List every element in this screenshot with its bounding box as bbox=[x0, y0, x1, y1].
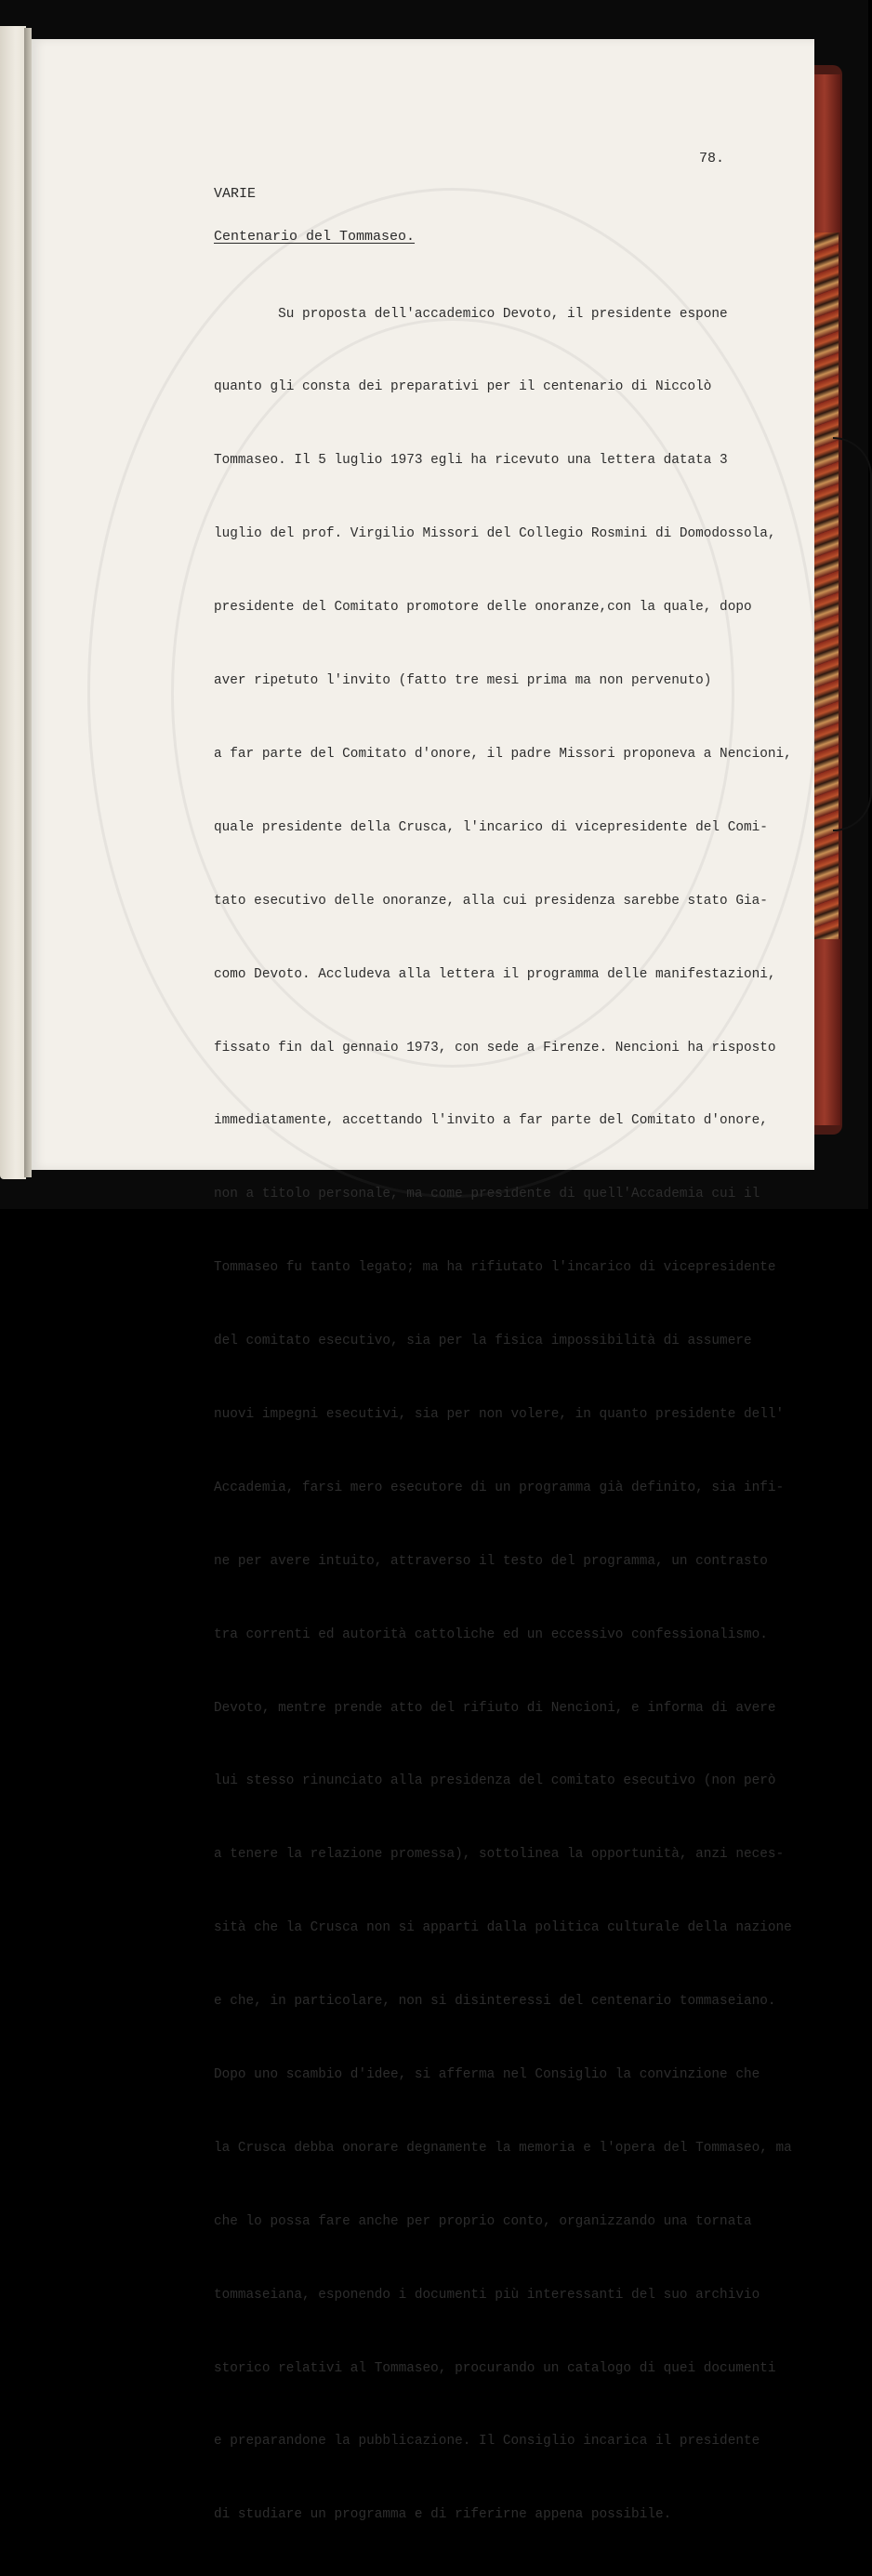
text-line: la Crusca debba onorare degnamente la memoria e l'opera del Tommaseo, ma bbox=[214, 2140, 792, 2156]
typed-page bbox=[32, 39, 814, 2523]
subheading: Centenario del Tommaseo. bbox=[214, 229, 416, 245]
text-line: lui stesso rinunciato alla presidenza del comitato esecutivo (non però bbox=[214, 1773, 776, 1789]
page-number: 78. bbox=[699, 151, 725, 166]
text-line: como Devoto. Accludeva alla lettera il programma delle manifestazioni, bbox=[214, 966, 776, 982]
body-text bbox=[214, 253, 792, 2576]
text-line: tra correnti ed autorità cattoliche ed un eccessivo confessionalismo. bbox=[214, 1627, 768, 1642]
text-line: Tommaseo fu tanto legato; ma ha rifiutato l'incarico di vicepresidente bbox=[214, 1260, 776, 1276]
text-line: a far parte del Comitato d'onore, il padre Missori proponeva a Nencioni, bbox=[214, 746, 792, 762]
text-line: ne per avere intuito, attraverso il testo del programma, un contrasto bbox=[214, 1553, 768, 1569]
text-line: Accademia, farsi mero esecutore di un programma già definito, sia infi- bbox=[214, 1480, 785, 1495]
text-line: quanto gli consta dei preparativi per il centenario di Niccolò bbox=[214, 379, 712, 395]
text-line: aver ripetuto l'invito (fatto tre mesi prima ma non pervenuto) bbox=[214, 673, 712, 689]
text-line: nuovi impegni esecutivi, sia per non volere, in quanto presidente dell' bbox=[214, 1406, 785, 1422]
text-line: non a titolo personale, ma come presidente di quell'Accademia cui il bbox=[214, 1187, 760, 1202]
facing-page-edge bbox=[0, 26, 26, 1179]
section-heading: VARIE bbox=[214, 186, 257, 202]
text-line: e preparandone la pubblicazione. Il Consiglio incarica il presidente bbox=[214, 2434, 760, 2450]
text-line: quale presidente della Crusca, l'incarico di vicepresidente del Comi- bbox=[214, 819, 768, 835]
text-line: immediatamente, accettando l'invito a far parte del Comitato d'onore, bbox=[214, 1113, 768, 1129]
book-gutter bbox=[24, 28, 32, 1177]
text-line: Devoto, mentre prende atto del rifiuto di Nencioni, e informa di avere bbox=[214, 1700, 776, 1716]
text-line: presidente del Comitato promotore delle onoranze,con la quale, dopo bbox=[214, 600, 752, 616]
text-line: del comitato esecutivo, sia per la fisica impossibilità di assumere bbox=[214, 1334, 752, 1349]
text-line: Tommaseo. Il 5 luglio 1973 egli ha ricevuto una lettera datata 3 bbox=[214, 453, 728, 469]
bookmark-ribbon bbox=[833, 437, 872, 831]
text-line: a tenere la relazione promessa), sottolinea la opportunità, anzi neces- bbox=[214, 1847, 785, 1863]
text-line: tato esecutivo delle onoranze, alla cui presidenza sarebbe stato Gia- bbox=[214, 893, 768, 909]
text-line: luglio del prof. Virgilio Missori del Collegio Rosmini di Domodossola, bbox=[214, 526, 776, 542]
text-line: storico relativi al Tommaseo, procurando un catalogo di quei documenti bbox=[214, 2360, 776, 2376]
text-line: che lo possa fare anche per proprio conto, organizzando una tornata bbox=[214, 2213, 752, 2229]
text-line: Su proposta dell'accademico Devoto, il presidente espone bbox=[214, 306, 728, 322]
text-line: Dopo uno scambio d'idee, si afferma nel Consiglio la convinzione che bbox=[214, 2066, 760, 2082]
text-line: fissato fin dal gennaio 1973, con sede a Firenze. Nencioni ha risposto bbox=[214, 1040, 776, 1056]
text-line: tommaseiana, esponendo i documenti più interessanti del suo archivio bbox=[214, 2287, 760, 2303]
text-line: sità che la Crusca non si apparti dalla politica culturale della nazione bbox=[214, 1920, 792, 1936]
text-line: di studiare un programma e di riferirne appena possibile. bbox=[214, 2507, 672, 2523]
text-line: e che, in particolare, non si disinteressi del centenario tommaseiano. bbox=[214, 1994, 776, 2010]
